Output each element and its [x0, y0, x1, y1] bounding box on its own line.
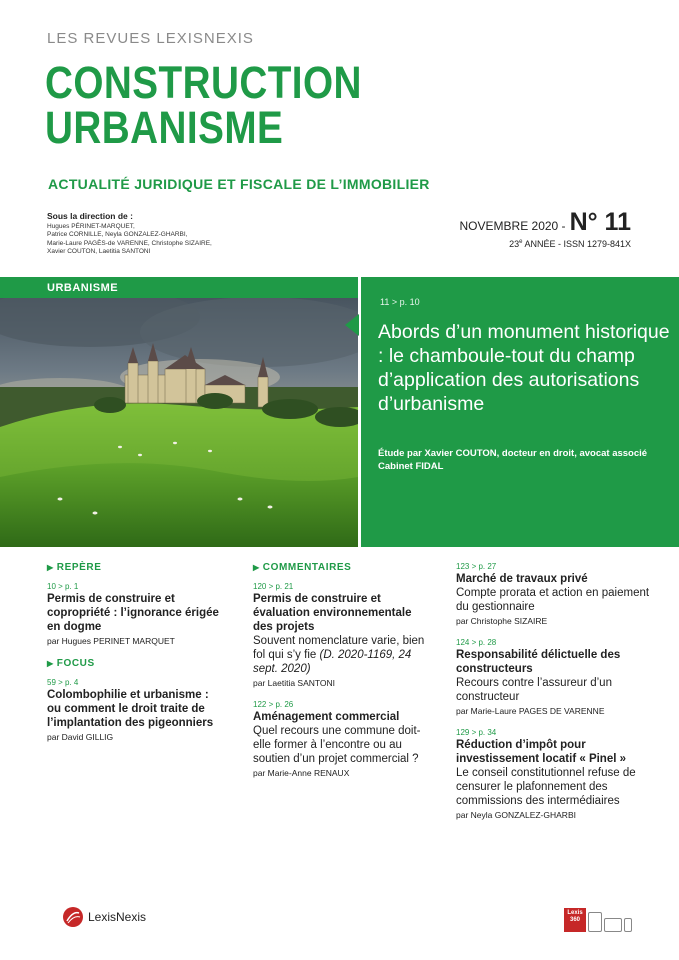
- article-entry[interactable]: [47, 582, 222, 646]
- article-entry[interactable]: [456, 728, 656, 820]
- article-entry[interactable]: [253, 582, 433, 688]
- article-entry[interactable]: [253, 700, 433, 778]
- article-summary: Le conseil constitutionnel refuse de censurer le plafonnement des commissions des intermédiaires: [456, 767, 636, 807]
- editorial-direction: [47, 211, 347, 257]
- article-title[interactable]: Responsabilité délictuelle des constructeurs: [456, 649, 621, 675]
- issue-year: 23: [509, 239, 520, 249]
- article-ref: 120 > p. 21: [253, 582, 294, 591]
- article-author: par Neyla GONZALEZ-GHARBI: [456, 810, 576, 820]
- featured-article-author: Étude par Xavier COUTON, docteur en droit, avocat associé Cabinet FIDAL: [378, 448, 648, 472]
- article-entry[interactable]: [456, 562, 656, 626]
- rubric-label: URBANISME: [0, 277, 358, 298]
- citation: (D. 2020-1169, 24 sept. 2020): [253, 649, 412, 675]
- triangle-right-icon: ▶: [47, 659, 54, 668]
- issue-year-issn: [460, 239, 631, 249]
- laptop-icon: [604, 918, 622, 932]
- section-header-commentaires: [253, 562, 433, 573]
- journal-title-line1: CONSTRUCTION: [45, 57, 362, 108]
- article-author: par Laetitia SANTONI: [253, 678, 336, 688]
- article-entry[interactable]: [456, 638, 656, 716]
- article-summary: Recours contre l’assureur d’un constructeur: [456, 677, 612, 703]
- triangle-right-icon: ▶: [253, 563, 260, 572]
- lexis-360-book-icon: Lexis 360: [564, 908, 586, 932]
- article-ref: 59 > p. 4: [47, 678, 79, 687]
- article-author: par David GILLIG: [47, 732, 114, 742]
- article-title[interactable]: Colombophilie et urbanisme : ou comment le droit traite de l’implantation des pigeonniers: [47, 689, 214, 729]
- article-author: par Hugues PERINET MARQUET: [47, 636, 175, 646]
- article-title[interactable]: Permis de construire et copropriété : l’ignorance érigée en dogme: [47, 593, 219, 633]
- summary-text: Souvent nomenclature varie, bien fol qui s’y fie: [253, 635, 425, 661]
- article-title[interactable]: Aménagement commercial: [253, 711, 400, 723]
- article-title[interactable]: Permis de construire et évaluation environnementale des projets: [253, 593, 412, 633]
- issue-year-suffix: e: [519, 239, 523, 245]
- direction-label: Sous la direction de :: [47, 211, 133, 221]
- castle-landscape-photo: [0, 277, 358, 547]
- article-author: par Marie-Laure PAGES DE VARENNE: [456, 706, 605, 716]
- article-ref: 11 > p. 10: [380, 297, 420, 307]
- issue-issn: ANNÉE - ISSN 1279-841X: [522, 239, 631, 249]
- direction-line: Marie-Laure PAGÈS-de VARENNE, Christophe SIZAIRE,: [47, 239, 212, 247]
- direction-line: Hugues PÉRINET-MARQUET,: [47, 223, 135, 230]
- article-ref: 123 > p. 27: [456, 562, 497, 571]
- article-ref: 124 > p. 28: [456, 638, 497, 647]
- article-author: par Christophe SIZAIRE: [456, 616, 548, 626]
- pointer-triangle: [345, 314, 359, 336]
- issue-info: [460, 208, 631, 249]
- article-ref: 10 > p. 1: [47, 582, 79, 591]
- journal-title-line2: URBANISME: [45, 102, 284, 153]
- lexisnexis-logo-icon: [62, 906, 84, 928]
- featured-article[interactable]: [0, 277, 679, 547]
- column-middle: [253, 562, 433, 790]
- digital-access-badge[interactable]: [564, 908, 632, 932]
- section-label: FOCUS: [56, 658, 95, 669]
- direction-line: Xavier COUTON, Laetitia SANTONI: [47, 248, 151, 256]
- issue-date: NOVEMBRE 2020 -: [459, 219, 566, 233]
- article-author: par Marie-Anne RENAUX: [253, 768, 350, 778]
- article-entry[interactable]: [47, 678, 222, 742]
- phone-icon: [624, 918, 632, 932]
- section-label: REPÈRE: [56, 562, 102, 573]
- article-title[interactable]: Marché de travaux privé: [456, 573, 588, 585]
- journal-title: [45, 57, 362, 153]
- featured-article-title[interactable]: Abords d’un monument historique : le chamboule-tout du champ d’application des autorisations d’urbanisme: [378, 321, 670, 415]
- column-left: [47, 562, 222, 754]
- castle-landscape-illustration: [0, 277, 358, 547]
- section-label: COMMENTAIRES: [262, 562, 352, 573]
- article-summary: Quel recours une commune doit-elle former à l’encontre ou au soutien d’un projet commercial ?: [253, 725, 421, 765]
- section-header-focus: [47, 658, 222, 669]
- series-name: LES REVUES LEXISNEXIS: [47, 30, 254, 47]
- section-header-repere: [47, 562, 222, 573]
- direction-line: Patrice CORNILLE, Neyla GONZALEZ-GHARBI,: [47, 231, 188, 239]
- article-title[interactable]: Réduction d’impôt pour investissement locatif « Pinel »: [456, 739, 627, 765]
- column-right: [456, 562, 656, 832]
- lexisnexis-logo[interactable]: [62, 906, 146, 928]
- tablet-icon: [588, 912, 602, 932]
- journal-subtitle: ACTUALITÉ JURIDIQUE ET FISCALE DE L’IMMOBILIER: [48, 176, 430, 192]
- article-ref: 122 > p. 26: [253, 700, 294, 709]
- lexisnexis-wordmark: LexisNexis: [88, 910, 147, 924]
- article-summary: [253, 634, 433, 676]
- issue-number: N° 11: [569, 208, 631, 236]
- triangle-right-icon: ▶: [47, 563, 54, 572]
- article-ref: 129 > p. 34: [456, 728, 497, 737]
- article-summary: Compte prorata et action en paiement du gestionnaire: [456, 587, 650, 613]
